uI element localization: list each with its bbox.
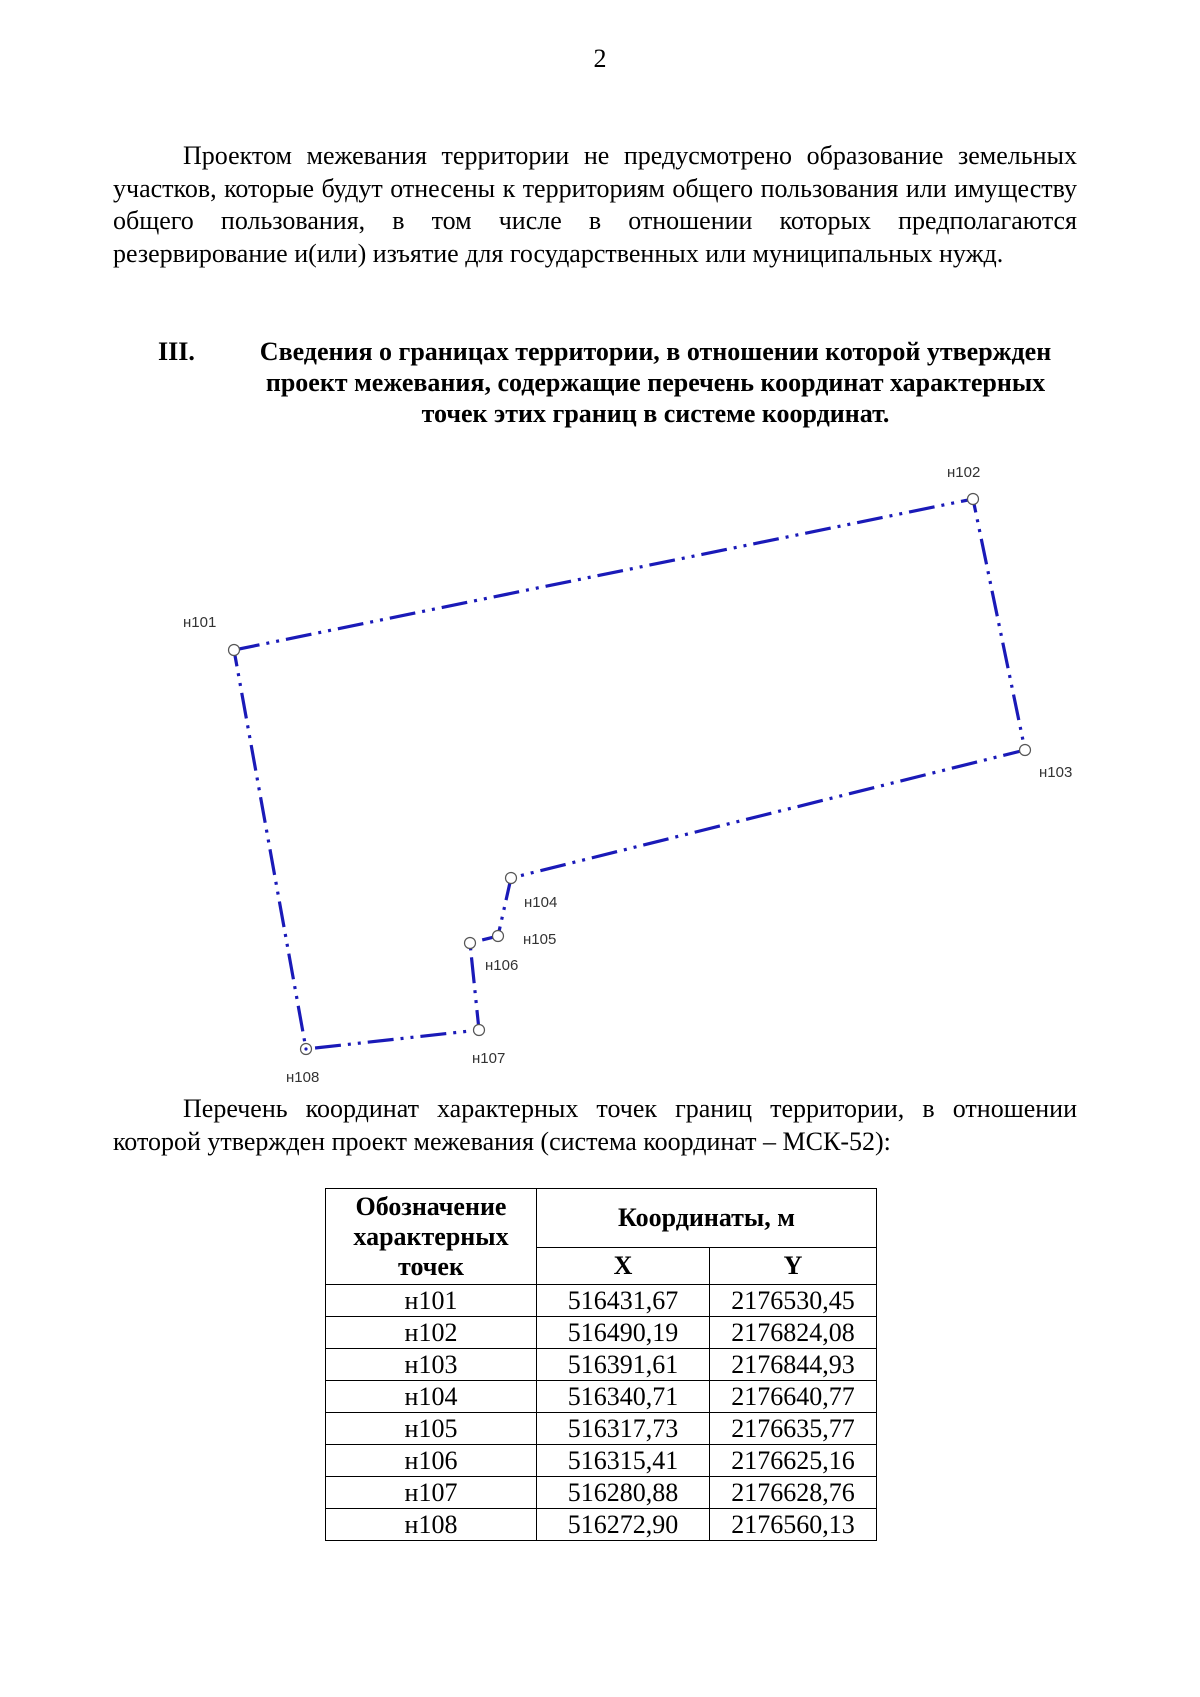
point-label-n103: н103: [1039, 764, 1073, 781]
table-row: [326, 1445, 877, 1477]
cell-y: 2176628,76: [710, 1477, 877, 1509]
point-center-dot: [304, 1047, 307, 1050]
cell-x: 516317,73: [537, 1413, 710, 1445]
cell-y: 2176560,13: [710, 1509, 877, 1541]
section-number: III.: [158, 337, 195, 366]
point-marker-n107: [474, 1025, 485, 1036]
point-marker-n102: [968, 494, 979, 505]
header-coordinates: Координаты, м: [537, 1189, 877, 1248]
point-marker-n104: [506, 873, 517, 884]
boundary-points: [229, 494, 1031, 1055]
table-row: [326, 1317, 877, 1349]
cell-x: 516315,41: [537, 1445, 710, 1477]
point-marker-n101: [229, 645, 240, 656]
cell-point: н107: [326, 1477, 537, 1509]
header-designation: Обозначение характерных точек: [326, 1189, 537, 1285]
table-row: [326, 1509, 877, 1541]
cell-x: 516280,88: [537, 1477, 710, 1509]
cell-y: 2176530,45: [710, 1285, 877, 1317]
point-label-n104: н104: [524, 894, 558, 911]
list-intro-paragraph: Перечень координат характерных точек границ территории, в отношении которой утвержден проект межевания (система координат – МСК-52):: [113, 1094, 1077, 1156]
cell-point: н104: [326, 1381, 537, 1413]
cell-point: н103: [326, 1349, 537, 1381]
cell-y: 2176635,77: [710, 1413, 877, 1445]
point-label-n107: н107: [472, 1050, 506, 1067]
cell-point: н105: [326, 1413, 537, 1445]
point-label-n105: н105: [523, 931, 557, 948]
cell-point: н101: [326, 1285, 537, 1317]
table-row: [326, 1349, 877, 1381]
point-label-n108: н108: [286, 1069, 320, 1086]
section-heading: [158, 336, 1078, 429]
point-label-n101: н101: [183, 614, 217, 631]
section-title: Сведения о границах территории, в отношении которой утвержден проект межевания, содержащие перечень координат характерных точек этих границ в системе координат.: [259, 337, 1052, 428]
table-row: [326, 1285, 877, 1317]
header-y: Y: [710, 1248, 877, 1285]
table-row: [326, 1477, 877, 1509]
cell-x: 516431,67: [537, 1285, 710, 1317]
header-x: X: [537, 1248, 710, 1285]
cell-y: 2176824,08: [710, 1317, 877, 1349]
cell-x: 516391,61: [537, 1349, 710, 1381]
cell-x: 516490,19: [537, 1317, 710, 1349]
page-number: 2: [593, 44, 607, 73]
boundary-polygon: [234, 499, 1025, 1049]
cell-x: 516272,90: [537, 1509, 710, 1541]
intro-paragraph: Проектом межевания территории не предусмотрено образование земельных участков, которые будут отнесены к территориям общего пользования или имуществу общего пользования, в том числе в отношении которых предполагаются резервирование и(или) изъятие для государственных или муниципальных нужд.: [113, 141, 1077, 268]
cell-point: н106: [326, 1445, 537, 1477]
cell-y: 2176625,16: [710, 1445, 877, 1477]
point-marker-n103: [1020, 745, 1031, 756]
table-row: [326, 1381, 877, 1413]
point-marker-n108: [301, 1044, 312, 1055]
point-marker-n105: [493, 931, 504, 942]
cell-point: н108: [326, 1509, 537, 1541]
point-label-n106: н106: [485, 957, 519, 974]
table-row: [326, 1413, 877, 1445]
cell-y: 2176844,93: [710, 1349, 877, 1381]
coordinates-table: [325, 1188, 877, 1541]
cell-x: 516340,71: [537, 1381, 710, 1413]
point-label-n102: н102: [947, 464, 981, 481]
point-marker-n106: [465, 938, 476, 949]
cell-point: н102: [326, 1317, 537, 1349]
cell-y: 2176640,77: [710, 1381, 877, 1413]
